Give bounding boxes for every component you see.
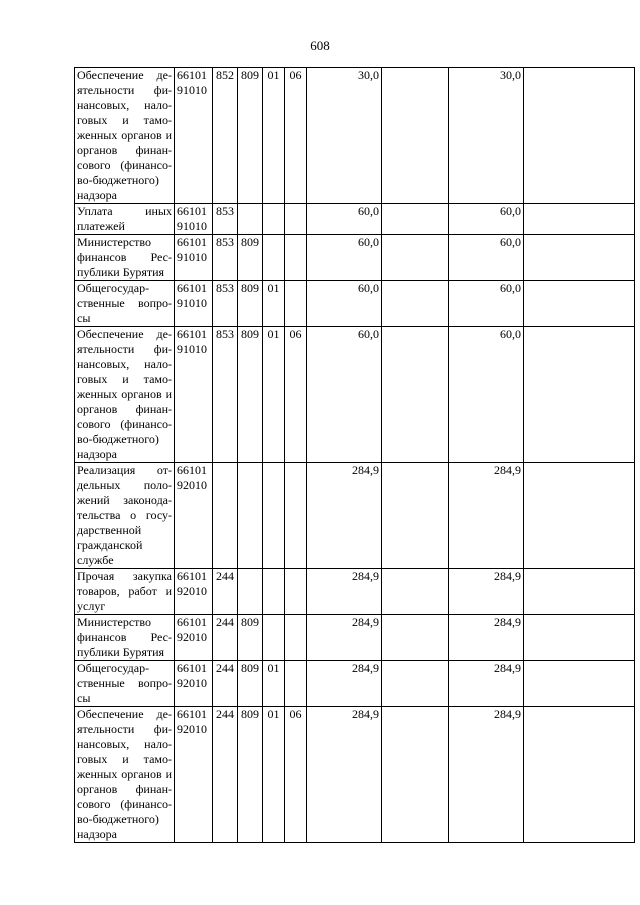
item-name-text: Обеспечение де-ятельности фи-нансовых, нало-говых и тамо-женных органов и органов финан-сового (финансо-во-бюджетного) надзора xyxy=(77,707,172,841)
table-row xyxy=(75,235,635,281)
section-code xyxy=(263,615,285,661)
amount-2: 284,9 xyxy=(449,615,524,661)
item-name-text: Обеспечение де-ятельности фи-нансовых, нало-говых и тамо-женных органов и органов финан-сового (финансо-во-бюджетного) надзора xyxy=(77,68,172,202)
subsection-code xyxy=(285,569,307,615)
department-code xyxy=(238,204,263,235)
department-code xyxy=(238,463,263,569)
amount-2: 60,0 xyxy=(449,327,524,463)
subsection-code xyxy=(285,204,307,235)
item-name xyxy=(75,661,175,707)
empty-cell xyxy=(524,204,635,235)
table-row xyxy=(75,463,635,569)
item-name-text: Министерство финансов Рес-публики Бурятия xyxy=(77,615,172,659)
section-code: 01 xyxy=(263,707,285,843)
item-name-text: Прочая закупка товаров, работ и услуг xyxy=(77,569,172,613)
page-number: 608 xyxy=(310,38,330,53)
target-article-code: 66101 92010 xyxy=(175,661,213,707)
item-name xyxy=(75,281,175,327)
empty-cell xyxy=(382,463,449,569)
subsection-code: 06 xyxy=(285,68,307,204)
target-article-code: 66101 92010 xyxy=(175,463,213,569)
subsection-code: 06 xyxy=(285,327,307,463)
empty-cell xyxy=(524,569,635,615)
item-name xyxy=(75,204,175,235)
department-code: 809 xyxy=(238,281,263,327)
amount-2: 60,0 xyxy=(449,204,524,235)
item-name xyxy=(75,569,175,615)
target-article-code: 66101 92010 xyxy=(175,569,213,615)
empty-cell xyxy=(382,327,449,463)
target-article-code: 66101 91010 xyxy=(175,235,213,281)
section-code: 01 xyxy=(263,661,285,707)
subsection-code xyxy=(285,281,307,327)
table-row xyxy=(75,68,635,204)
amount-2: 284,9 xyxy=(449,661,524,707)
expense-type-code xyxy=(213,463,238,569)
amount-1: 60,0 xyxy=(307,235,382,281)
expense-type-code: 853 xyxy=(213,235,238,281)
subsection-code xyxy=(285,615,307,661)
target-article-code: 66101 91010 xyxy=(175,281,213,327)
amount-1: 60,0 xyxy=(307,327,382,463)
amount-2: 30,0 xyxy=(449,68,524,204)
item-name xyxy=(75,707,175,843)
empty-cell xyxy=(524,68,635,204)
expense-type-code: 853 xyxy=(213,327,238,463)
amount-2: 284,9 xyxy=(449,463,524,569)
item-name xyxy=(75,463,175,569)
budget-table xyxy=(74,67,635,843)
item-name xyxy=(75,327,175,463)
table-row xyxy=(75,661,635,707)
empty-cell xyxy=(382,68,449,204)
empty-cell xyxy=(382,661,449,707)
subsection-code xyxy=(285,235,307,281)
item-name xyxy=(75,68,175,204)
empty-cell xyxy=(524,327,635,463)
empty-cell xyxy=(382,569,449,615)
table-row xyxy=(75,204,635,235)
amount-2: 284,9 xyxy=(449,569,524,615)
section-code xyxy=(263,235,285,281)
department-code: 809 xyxy=(238,235,263,281)
item-name-text: Обеспечение де-ятельности фи-нансовых, нало-говых и тамо-женных органов и органов финан-сового (финансо-во-бюджетного) надзора xyxy=(77,327,172,461)
item-name-text: Общегосудар-ственные вопро-сы xyxy=(77,281,172,325)
section-code xyxy=(263,569,285,615)
amount-1: 284,9 xyxy=(307,661,382,707)
item-name xyxy=(75,615,175,661)
expense-type-code: 244 xyxy=(213,615,238,661)
department-code: 809 xyxy=(238,661,263,707)
empty-cell xyxy=(524,615,635,661)
amount-2: 60,0 xyxy=(449,281,524,327)
empty-cell xyxy=(382,235,449,281)
target-article-code: 66101 91010 xyxy=(175,68,213,204)
subsection-code xyxy=(285,463,307,569)
amount-1: 60,0 xyxy=(307,281,382,327)
target-article-code: 66101 92010 xyxy=(175,615,213,661)
empty-cell xyxy=(382,707,449,843)
table-row xyxy=(75,281,635,327)
subsection-code xyxy=(285,661,307,707)
expense-type-code: 244 xyxy=(213,569,238,615)
table-row xyxy=(75,327,635,463)
budget-table-body xyxy=(75,68,635,843)
item-name-text: Реализация от-дельных поло-жений законода-тельства о госу-дарственной гражданской службе xyxy=(77,463,172,567)
department-code: 809 xyxy=(238,327,263,463)
amount-2: 60,0 xyxy=(449,235,524,281)
item-name xyxy=(75,235,175,281)
section-code xyxy=(263,204,285,235)
empty-cell xyxy=(382,204,449,235)
item-name-text: Министерство финансов Рес-публики Бурятия xyxy=(77,235,172,279)
expense-type-code: 853 xyxy=(213,281,238,327)
expense-type-code: 244 xyxy=(213,707,238,843)
empty-cell xyxy=(382,615,449,661)
subsection-code: 06 xyxy=(285,707,307,843)
amount-1: 284,9 xyxy=(307,463,382,569)
target-article-code: 66101 91010 xyxy=(175,204,213,235)
department-code xyxy=(238,569,263,615)
department-code: 809 xyxy=(238,615,263,661)
empty-cell xyxy=(382,281,449,327)
empty-cell xyxy=(524,463,635,569)
empty-cell xyxy=(524,661,635,707)
empty-cell xyxy=(524,235,635,281)
expense-type-code: 853 xyxy=(213,204,238,235)
amount-1: 284,9 xyxy=(307,707,382,843)
expense-type-code: 852 xyxy=(213,68,238,204)
expense-type-code: 244 xyxy=(213,661,238,707)
department-code: 809 xyxy=(238,707,263,843)
section-code: 01 xyxy=(263,281,285,327)
item-name-text: Уплата иных платежей xyxy=(77,204,172,233)
section-code xyxy=(263,463,285,569)
item-name-text: Общегосудар-ственные вопро-сы xyxy=(77,661,172,705)
amount-1: 284,9 xyxy=(307,615,382,661)
department-code: 809 xyxy=(238,68,263,204)
amount-1: 284,9 xyxy=(307,569,382,615)
table-row xyxy=(75,615,635,661)
amount-2: 284,9 xyxy=(449,707,524,843)
amount-1: 60,0 xyxy=(307,204,382,235)
table-row xyxy=(75,707,635,843)
target-article-code: 66101 91010 xyxy=(175,327,213,463)
table-row xyxy=(75,569,635,615)
empty-cell xyxy=(524,707,635,843)
target-article-code: 66101 92010 xyxy=(175,707,213,843)
section-code: 01 xyxy=(263,68,285,204)
empty-cell xyxy=(524,281,635,327)
amount-1: 30,0 xyxy=(307,68,382,204)
section-code: 01 xyxy=(263,327,285,463)
